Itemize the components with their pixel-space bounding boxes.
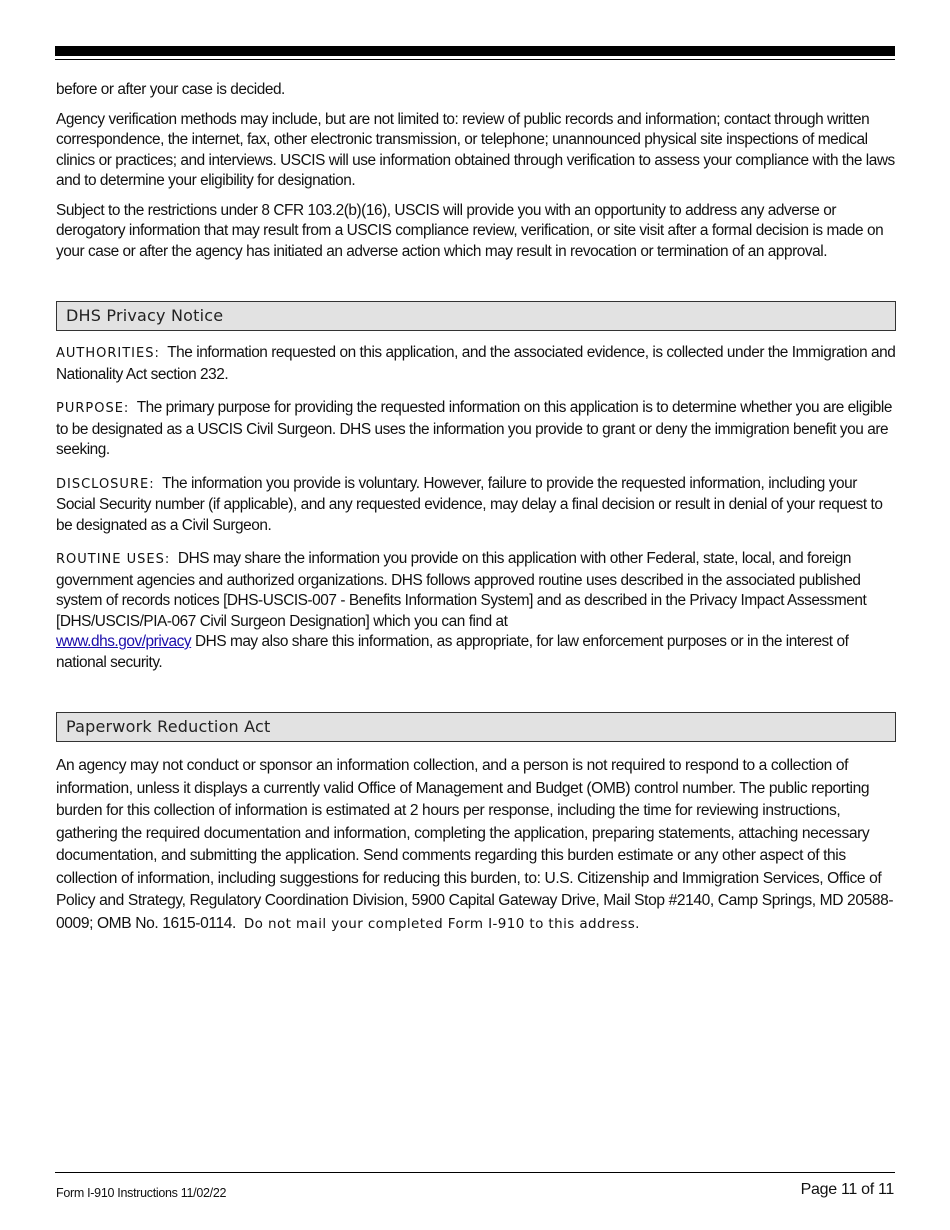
intro-paragraph-1: before or after your case is decided. (56, 81, 285, 98)
authorities-text: The information requested on this application, and the associated evidence, is collected under the Immigration and Nationality Act section 232. (56, 344, 896, 383)
disclosure-label: DISCLOSURE: (56, 476, 155, 492)
disclosure-paragraph (56, 474, 896, 537)
privacy-notice-heading: DHS Privacy Notice (56, 301, 896, 331)
page-content (56, 80, 896, 935)
purpose-label: PURPOSE: (56, 401, 130, 416)
intro-paragraph-2: Agency verification methods may include, but are not limited to: review of public records and information; contact through written correspondence, the internet, fax, other electronic transmission, or telephone; unannounced physical site inspections of medical clinics or practices; and interviews. USCIS will use information obtained through verification to assess your compliance with the laws and to determine your eligibility for designation. (56, 110, 895, 189)
footer-rule (55, 1172, 895, 1173)
routine-uses-text-after: DHS may also share this information, as appropriate, for law enforcement purposes or in the interest of national security. (56, 633, 849, 671)
purpose-paragraph (56, 398, 896, 461)
disclosure-text: The information you provide is voluntary. However, failure to provide the requested information, including your Social Security number (if applicable), and any requested evidence, may delay a final decision or result in denial of your request to be designated as a Civil Surgeon. (56, 474, 883, 534)
paperwork-mail-note: Do not mail your completed Form I-910 to this address. (243, 915, 640, 932)
purpose-text: The primary purpose for providing the requested information on this application is to determine whether you are eligible to be designated as a USCIS Civil Surgeon. DHS uses the information you provide to grant or deny the immigration benefit you are seeking. (56, 399, 892, 458)
routine-uses-paragraph (56, 549, 896, 673)
paperwork-reduction-heading: Paperwork Reduction Act (56, 712, 896, 742)
header-rule-thin (55, 59, 895, 60)
header-rule-thick (55, 46, 895, 56)
form-identifier: Form I-910 Instructions 11/02/22 (56, 1186, 227, 1200)
authorities-paragraph (56, 343, 896, 385)
routine-uses-text: DHS may share the information you provide on this application with other Federal, state, local, and foreign government agencies and authorized organizations. DHS follows approved routine uses described in the associated published system of records notices [DHS-USCIS-007 - Benefits Information System] and as described in the Privacy Impact Assessment [DHS/USCIS/PIA-067 Civil Surgeon Designation] which you can find at (56, 550, 867, 630)
routine-uses-label: ROUTINE USES: (56, 552, 171, 567)
paperwork-text: An agency may not conduct or sponsor an information collection, and a person is not required to respond to a collection of information, unless it displays a currently valid Office of Management and Budget (OMB) control number. The public reporting burden for this collection of information is estimated at 2 hours per response, including the time for reviewing instructions, gathering the required documentation and information, completing the application, preparing statements, attaching necessary documentation, and submitting the application. Send comments regarding this burden estimate or any other aspect of this collection of information, including suggestions for reducing this burden, to: U.S. Citizenship and Immigration Services, Office of Policy and Strategy, Regulatory Coordination Division, 5900 Capital Gateway Drive, Mail Stop #2140, Camp Springs, MD 20588-0009; OMB No. 1615-0114. (56, 757, 894, 932)
intro-paragraph-3: Subject to the restrictions under 8 CFR 103.2(b)(16), USCIS will provide you with an opportunity to address any adverse or derogatory information that may result from a USCIS compliance review, verification, or site visit after a formal decision is made on your case or after the agency has initiated an adverse action which may result in revocation or termination of an approval. (56, 201, 884, 260)
page-number: Page 11 of 11 (800, 1181, 894, 1198)
dhs-privacy-link[interactable]: www.dhs.gov/privacy (56, 633, 192, 650)
authorities-label: AUTHORITIES: (56, 346, 160, 361)
paperwork-paragraph (56, 755, 896, 935)
